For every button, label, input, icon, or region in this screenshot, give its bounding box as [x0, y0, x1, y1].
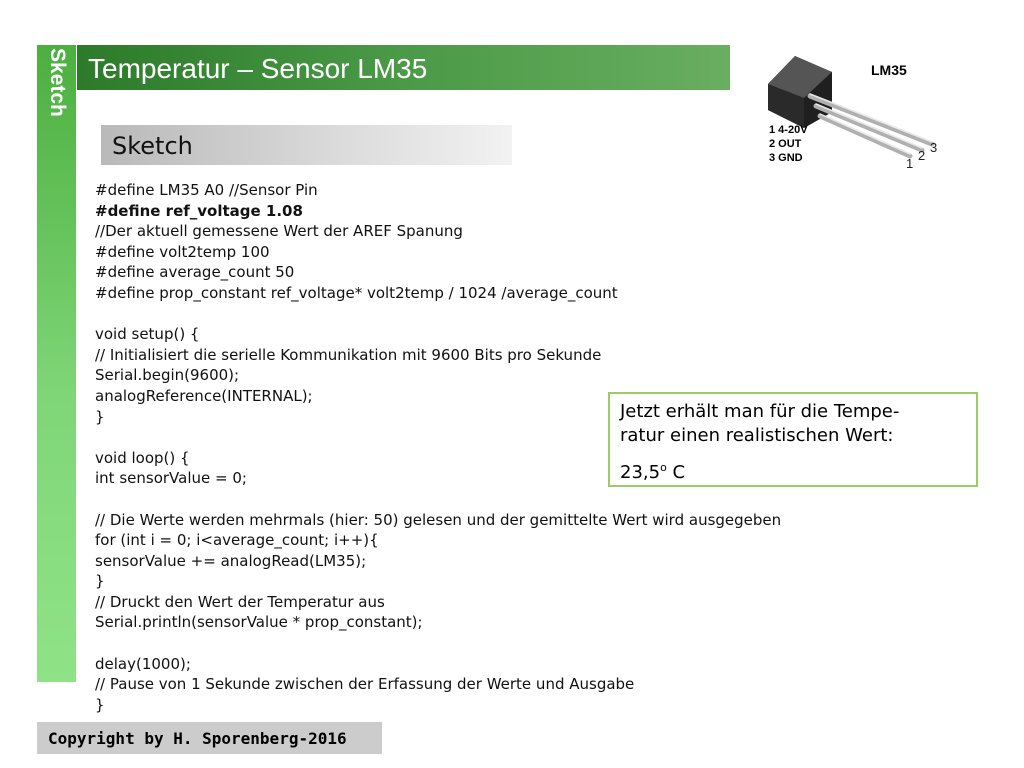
code-line: #define LM35 A0 //Sensor Pin: [95, 181, 318, 199]
side-label: Sketch: [46, 48, 69, 117]
temperature-unit: C: [666, 462, 686, 483]
code-line: void loop() {: [95, 448, 190, 467]
code-line: // Initialisiert die serielle Kommunikation mit 9600 Bits pro Sekunde: [95, 345, 602, 364]
code-line: }: [95, 407, 105, 426]
code-line: Serial.println(sensorValue * prop_constant);: [95, 613, 423, 632]
code-line: #define ref_voltage 1.08: [95, 201, 303, 220]
code-line: }: [95, 695, 105, 714]
pin-legend-item: 1 4-20V: [769, 124, 808, 136]
code-line: [95, 489, 915, 510]
pin-number-3: 3: [930, 140, 938, 155]
code-line: delay(1000);: [95, 654, 191, 673]
code-line: //Der aktuell gemessene Wert der AREF Spanung: [95, 222, 463, 241]
code-line: void setup() {: [95, 325, 200, 344]
section-title: Sketch: [112, 132, 193, 160]
code-line: for (int i = 0; i<average_count; i++){: [95, 531, 379, 550]
pin-legend-item: 2 OUT: [769, 138, 802, 150]
code-line: #define prop_constant ref_voltage* volt2temp / 1024 /average_count: [95, 283, 618, 302]
note-line-2: ratur einen realistischen Wert:: [620, 425, 894, 446]
code-line: Serial.begin(9600);: [95, 366, 240, 385]
pin-legend: [769, 123, 808, 165]
copyright: Copyright by H. Sporenberg-2016: [48, 729, 347, 748]
code-line: [95, 633, 915, 654]
code-line: // Druckt den Wert der Temperatur aus: [95, 592, 385, 611]
sensor-name: LM35: [871, 62, 907, 78]
code-line: // Pause von 1 Sekunde zwischen der Erfassung der Werte und Ausgabe: [95, 675, 635, 694]
side-bar: [37, 45, 76, 682]
pin-number-2: 2: [918, 148, 926, 163]
code-line: // Die Werte werden mehrmals (hier: 50) gelesen und der gemittelte Wert wird ausgegeben: [95, 510, 782, 529]
pin-legend-item: 3 GND: [769, 152, 803, 164]
temperature-value: [620, 456, 966, 485]
code-line: }: [95, 572, 105, 591]
note-line-1: Jetzt erhält man für die Tempe-: [620, 401, 900, 422]
temperature-number: 23,5: [620, 462, 661, 483]
code-line: #define average_count 50: [95, 263, 295, 282]
degree-sign: o: [660, 461, 667, 474]
code-line: int sensorValue = 0;: [95, 469, 247, 488]
result-note: [608, 392, 978, 487]
page-title: Temperatur – Sensor LM35: [88, 53, 428, 84]
pin-number-1: 1: [906, 156, 914, 171]
code-line: analogReference(INTERNAL);: [95, 386, 313, 405]
code-line: sensorValue += analogRead(LM35);: [95, 551, 367, 570]
code-line: #define volt2temp 100: [95, 242, 270, 261]
code-line: [95, 304, 915, 325]
